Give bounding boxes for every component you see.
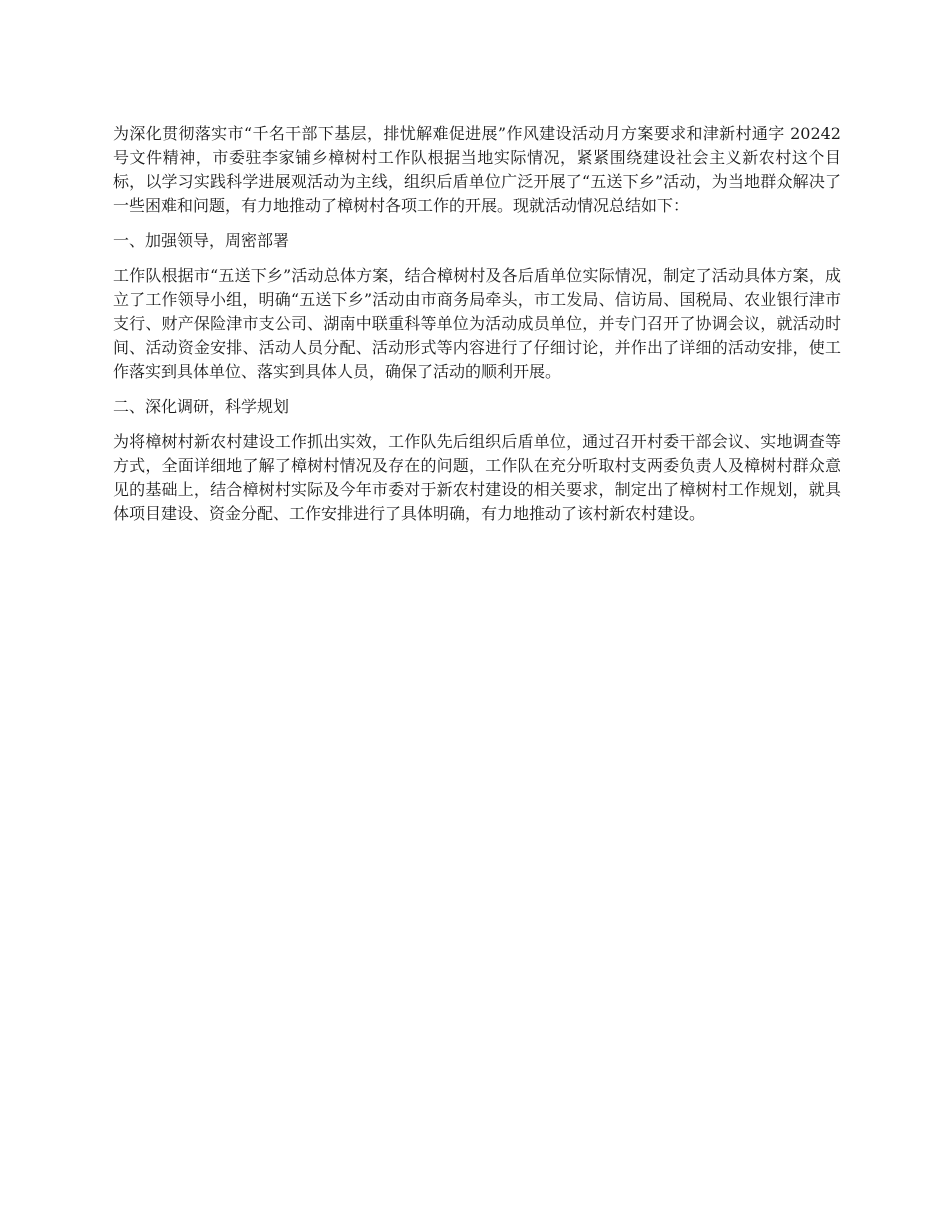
section-heading-2: 二、深化调研，科学规划 [113, 397, 290, 416]
intro-paragraph: 为深化贯彻落实市“千名干部下基层，排忧解难促进展”作风建设活动月方案要求和津新村通字 20242 号文件精神，市委驻李家铺乡樟树村工作队根据当地实际情况，紧紧围绕建设社会主义新农村这个目标，以学习实践科学进展观活动为主线，组织后盾单位广泛开展了“五送下乡”活动，为当地群众解决了一些困难和问题，有力地推动了樟树村各项工作的开展。现就活动情况总结如下： [113, 124, 841, 215]
section-body-2: 为将樟树村新农村建设工作抓出实效，工作队先后组织后盾单位，通过召开村委干部会议、实地调查等方式，全面详细地了解了樟树村情况及存在的问题，工作队在充分听取村支两委负责人及樟树村群众意见的基础上，结合樟树村实际及今年市委对于新农村建设的相关要求，制定出了樟树村工作规划，就具体项目建设、资金分配、工作安排进行了具体明确，有力地推动了该村新农村建设。 [113, 432, 841, 523]
section-heading-1: 一、加强领导，周密部署 [113, 231, 290, 250]
document-body [113, 122, 841, 537]
section-body-1: 工作队根据市“五送下乡”活动总体方案，结合樟树村及各后盾单位实际情况，制定了活动具体方案，成立了工作领导小组，明确“五送下乡”活动由市商务局牵头，市工发局、信访局、国税局、农业银行津市支行、财产保险津市支公司、湖南中联重科等单位为活动成员单位，并专门召开了协调会议，就活动时间、活动资金安排、活动人员分配、活动形式等内容进行了仔细讨论，并作出了详细的活动安排，使工作落实到具体单位、落实到具体人员，确保了活动的顺利开展。 [113, 266, 841, 381]
